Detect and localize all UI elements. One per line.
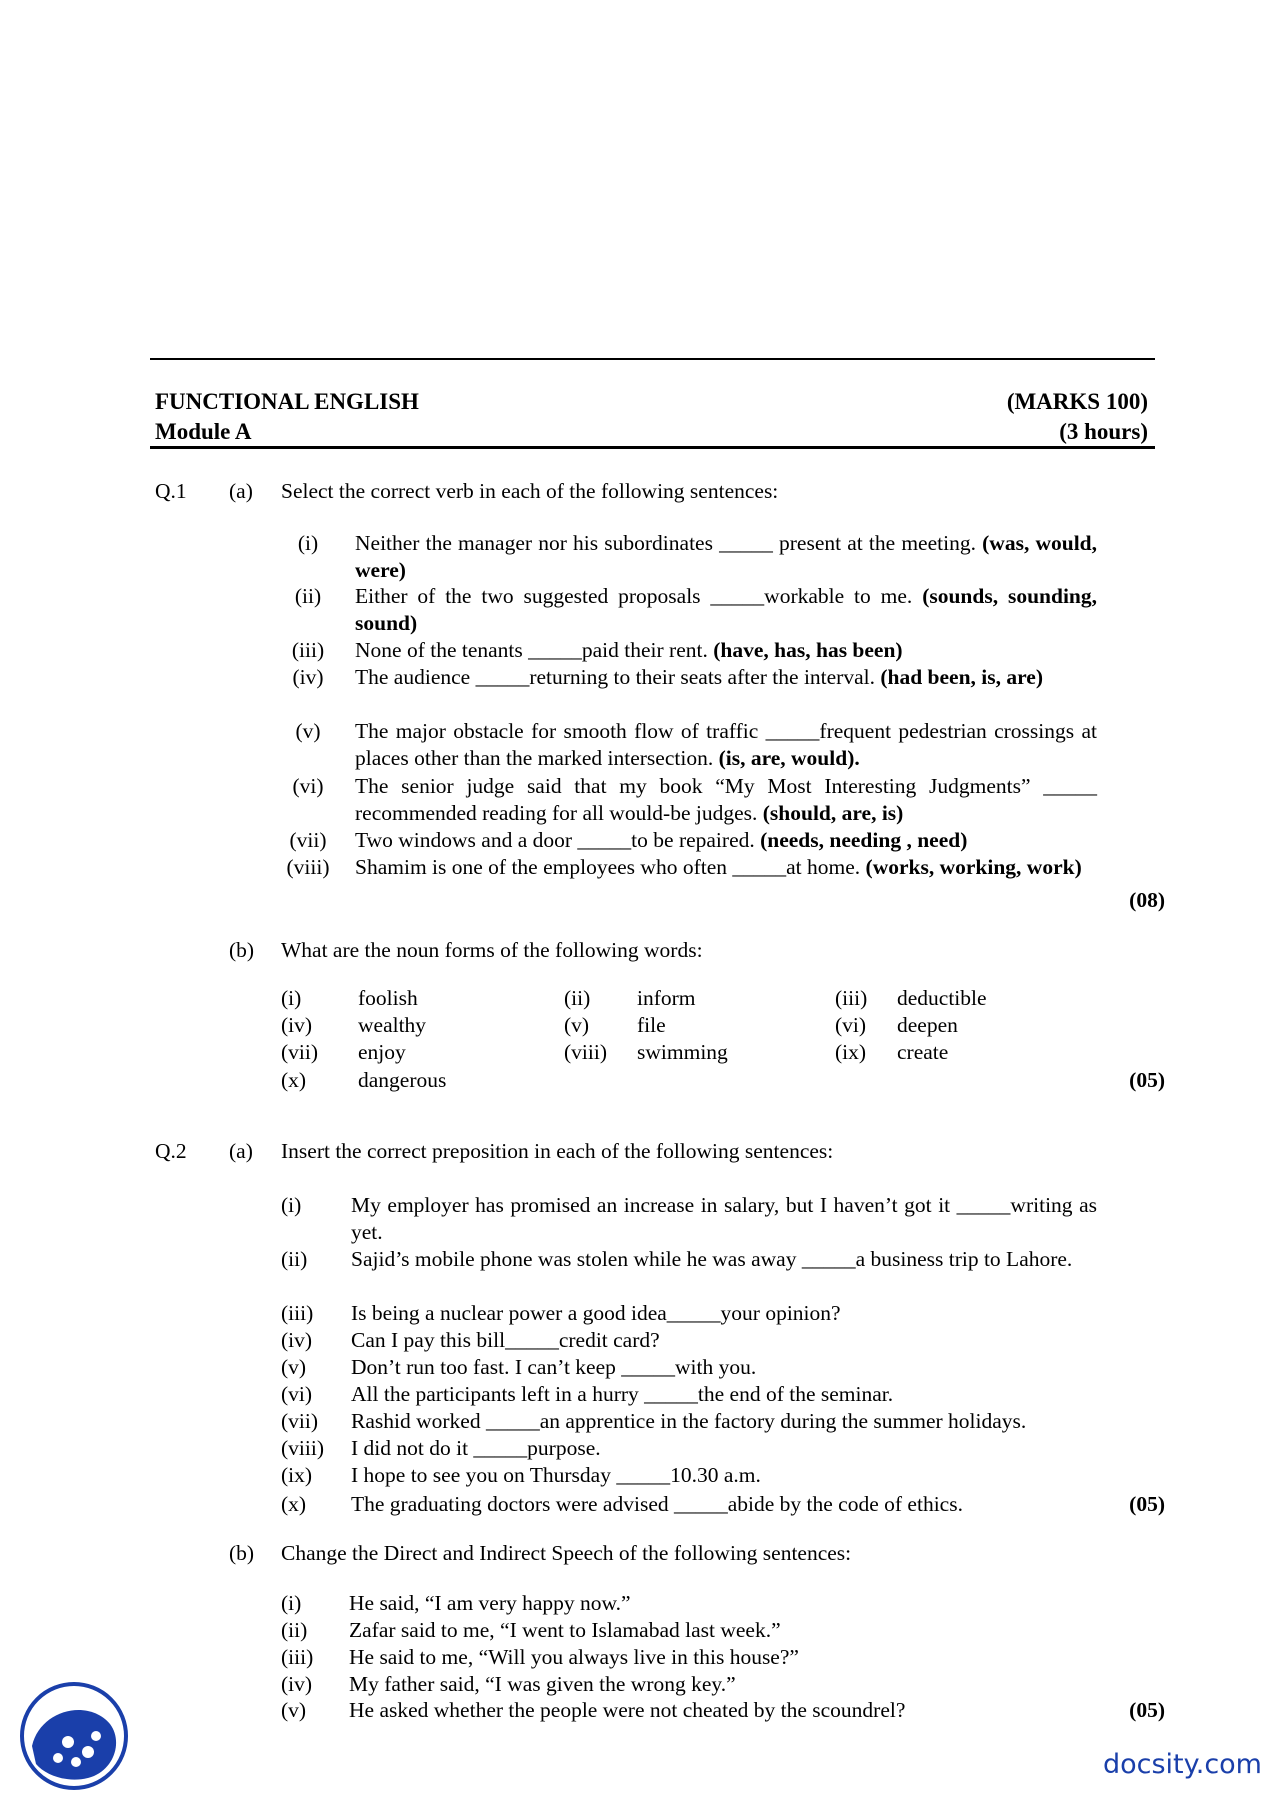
item-number: (iv)	[281, 1672, 313, 1696]
item-text: Don’t run too fast. I can’t keep _____with you.	[351, 1355, 757, 1379]
question-number: Q.2	[155, 1139, 187, 1163]
instruction: What are the noun forms of the following words:	[281, 938, 703, 962]
instruction: Insert the correct preposition in each of the following sentences:	[281, 1139, 834, 1163]
module-label: Module A	[155, 419, 252, 444]
item-text: All the participants left in a hurry _____the end of the seminar.	[351, 1382, 894, 1406]
item-number: (iii)	[291, 638, 325, 662]
item-text: He said to me, “Will you always live in this house?”	[349, 1645, 799, 1669]
item-number: (v)	[281, 1698, 307, 1722]
answer-options: (should, are, is)	[762, 800, 904, 825]
item-number: (vii)	[289, 828, 327, 852]
part-label: (b)	[229, 938, 255, 962]
item-number: (v)	[281, 1355, 307, 1379]
sentence: Neither the manager nor his subordinates _____ present at the meeting.	[355, 531, 976, 555]
item-word: inform	[637, 986, 696, 1010]
item-number: (iii)	[281, 1645, 314, 1669]
item-word: swimming	[637, 1040, 728, 1064]
sentence: The major obstacle for smooth flow of traffic _____frequent pedestrian crossings at places other than the marked intersection.	[355, 719, 1097, 770]
marks: (05)	[1129, 1492, 1165, 1516]
item-number: (viii)	[281, 1436, 324, 1460]
item-word: foolish	[358, 986, 418, 1010]
item-text	[355, 583, 1097, 637]
item-text	[355, 854, 1097, 881]
subject-title: FUNCTIONAL ENGLISH	[155, 389, 419, 414]
item-number: (x)	[281, 1068, 307, 1092]
item-word: deductible	[897, 986, 987, 1010]
item-text: He said, “I am very happy now.”	[349, 1591, 631, 1615]
item-number: (i)	[281, 986, 302, 1010]
docsity-logo-icon	[18, 1680, 130, 1792]
item-text	[355, 773, 1097, 827]
marks: (08)	[1129, 888, 1165, 912]
item-number: (v)	[564, 1013, 590, 1037]
item-number: (v)	[295, 719, 321, 743]
item-text: Zafar said to me, “I went to Islamabad last week.”	[349, 1618, 781, 1642]
item-number: (vii)	[281, 1409, 319, 1433]
item-number: (ii)	[564, 986, 591, 1010]
item-number: (vi)	[292, 774, 324, 798]
item-text: Rashid worked _____an apprentice in the factory during the summer holidays.	[351, 1409, 1027, 1433]
item-text	[355, 530, 1097, 584]
item-text: Can I pay this bill_____credit card?	[351, 1328, 660, 1352]
item-text: I hope to see you on Thursday _____10.30 a.m.	[351, 1463, 761, 1487]
exam-duration: (3 hours)	[1059, 419, 1148, 444]
sentence: Either of the two suggested proposals _____workable to me.	[355, 584, 913, 608]
item-text: I did not do it _____purpose.	[351, 1436, 601, 1460]
item-word: enjoy	[358, 1040, 406, 1064]
item-word: file	[637, 1013, 666, 1037]
docsity-brand[interactable]: docsity.com	[1102, 1749, 1262, 1780]
item-text: He asked whether the people were not cheated by the scoundrel?	[349, 1698, 906, 1722]
item-number: (ix)	[281, 1463, 313, 1487]
item-text: My father said, “I was given the wrong key.”	[349, 1672, 736, 1696]
answer-options: (was, would, were)	[355, 531, 1098, 582]
item-number: (viii)	[564, 1040, 607, 1064]
item-number: (ii)	[294, 584, 322, 608]
item-number: (i)	[281, 1591, 302, 1615]
item-text: The graduating doctors were advised _____abide by the code of ethics.	[351, 1492, 963, 1516]
item-number: (ii)	[281, 1247, 308, 1271]
item-word: create	[897, 1040, 949, 1064]
item-number: (vii)	[281, 1040, 319, 1064]
item-number: (iv)	[281, 1328, 313, 1352]
item-word: wealthy	[358, 1013, 427, 1037]
header-rule	[150, 446, 1155, 449]
instruction: Select the correct verb in each of the following sentences:	[281, 479, 779, 503]
total-marks: (MARKS 100)	[1006, 389, 1148, 414]
question-number: Q.1	[155, 479, 187, 503]
answer-options: (sounds, sounding, sound)	[355, 584, 1098, 635]
item-number: (viii)	[286, 855, 330, 879]
item-word: deepen	[897, 1013, 958, 1037]
item-number: (ii)	[281, 1618, 308, 1642]
answer-options: (works, working, work)	[865, 855, 1082, 879]
answer-options: (needs, needing , need)	[760, 828, 968, 852]
marks: (05)	[1129, 1068, 1165, 1092]
part-label: (a)	[229, 1139, 253, 1163]
part-label: (a)	[229, 479, 253, 503]
item-text: Sajid’s mobile phone was stolen while he was away _____a business trip to Lahore.	[351, 1247, 1073, 1271]
top-rule	[150, 358, 1155, 360]
item-number: (iii)	[281, 1301, 314, 1325]
sentence: Shamim is one of the employees who often _____at home.	[355, 855, 861, 879]
answer-options: (had been, is, are)	[880, 665, 1044, 689]
item-number: (iii)	[835, 986, 868, 1010]
item-number: (x)	[281, 1492, 307, 1516]
sentence: The senior judge said that my book “My Most Interesting Judgments” _____ recommended reading for all would-be judges.	[355, 774, 1097, 825]
sentence: Two windows and a door _____to be repaired.	[355, 828, 755, 852]
instruction: Change the Direct and Indirect Speech of the following sentences:	[281, 1541, 852, 1565]
answer-options: (is, are, would).	[718, 745, 860, 770]
answer-options: (have, has, has been)	[713, 638, 903, 662]
marks: (05)	[1129, 1698, 1165, 1722]
item-word: dangerous	[358, 1068, 447, 1092]
part-label: (b)	[229, 1541, 255, 1565]
item-text	[355, 637, 1097, 664]
item-text	[355, 827, 1097, 854]
item-text: Is being a nuclear power a good idea_____your opinion?	[351, 1301, 841, 1325]
sentence: None of the tenants _____paid their rent.	[355, 638, 708, 662]
item-number: (ix)	[835, 1040, 867, 1064]
item-text	[355, 664, 1097, 691]
item-number: (vi)	[835, 1013, 867, 1037]
item-number: (i)	[297, 531, 319, 555]
item-number: (vi)	[281, 1382, 313, 1406]
sentence: The audience _____returning to their seats after the interval.	[355, 665, 875, 689]
item-number: (iv)	[281, 1013, 313, 1037]
item-text	[355, 718, 1097, 772]
item-text: My employer has promised an increase in salary, but I haven’t got it _____writing as yet.	[351, 1193, 1097, 1244]
item-number: (i)	[281, 1193, 302, 1217]
item-number: (iv)	[292, 665, 324, 689]
